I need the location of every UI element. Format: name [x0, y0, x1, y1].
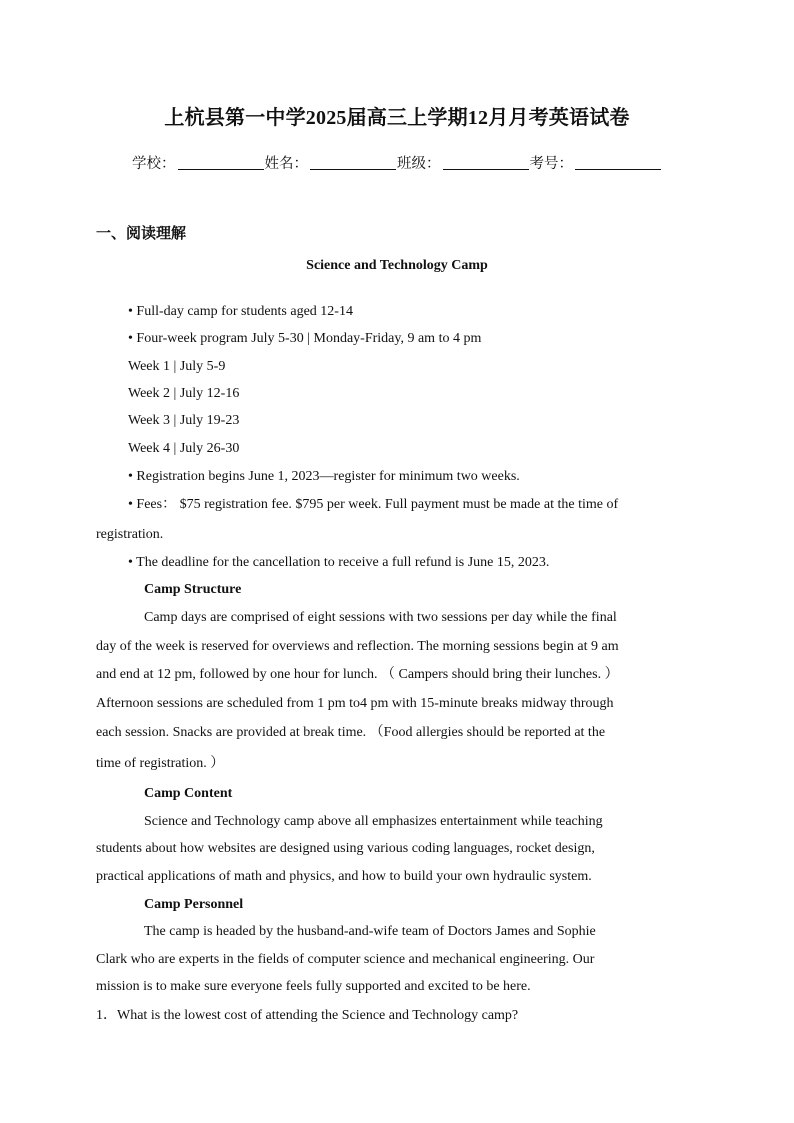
content-line: practical applications of math and physics, and how to build your own hydraulic system. — [96, 869, 592, 884]
week-4: Week 4 | July 26-30 — [128, 441, 240, 456]
school-blank — [178, 155, 264, 170]
question-1 — [96, 1007, 518, 1025]
section-heading: 一、阅读理解 — [96, 226, 187, 242]
personnel-heading: Camp Personnel — [144, 897, 244, 912]
week-3: Week 3 | July 19-23 — [128, 413, 240, 428]
personnel-line: Clark who are experts in the fields of computer science and mechanical engineering. Our — [96, 952, 595, 967]
exam-number-label: 考号： — [529, 156, 573, 172]
bullet-fees-cont: registration. — [96, 527, 164, 542]
structure-line: time of registration. ） — [96, 756, 225, 771]
content-line: Science and Technology camp above all emphasizes entertainment while teaching — [144, 814, 603, 829]
content-line: students about how websites are designed using various coding languages, rocket design, — [96, 841, 595, 856]
week-1: Week 1 | July 5-9 — [128, 359, 226, 374]
structure-line: Camp days are comprised of eight sessions with two sessions per day while the final — [144, 610, 617, 625]
student-info-row — [0, 152, 794, 173]
week-2: Week 2 | July 12-16 — [128, 386, 240, 401]
structure-line: day of the week is reserved for overviews and reflection. The morning sessions begin at 9 am — [96, 639, 619, 654]
class-blank — [443, 155, 529, 170]
passage-title: Science and Technology Camp — [306, 258, 488, 273]
structure-line: and end at 12 pm, followed by one hour for lunch. （ Campers should bring their lunches. ） — [96, 667, 619, 682]
question-text: What is the lowest cost of attending the Science and Technology camp? — [117, 1008, 519, 1023]
exam-title: 上杭县第一中学2025届高三上学期12月月考英语试卷 — [164, 107, 630, 129]
school-label: 学校： — [132, 156, 176, 172]
bullet-fees: • Fees： $75 registration fee. $795 per week. Full payment must be made at the time of — [128, 497, 619, 512]
name-blank — [310, 155, 396, 170]
structure-line: each session. Snacks are provided at break time. （Food allergies should be reported at the — [96, 725, 606, 740]
bullet-age: • Full-day camp for students aged 12-14 — [128, 304, 353, 319]
content-heading: Camp Content — [144, 786, 233, 801]
bullet-deadline: • The deadline for the cancellation to receive a full refund is June 15, 2023. — [128, 555, 550, 570]
class-label: 班级： — [397, 156, 441, 172]
personnel-line: mission is to make sure everyone feels fully supported and excited to be here. — [96, 979, 531, 994]
personnel-line: The camp is headed by the husband-and-wife team of Doctors James and Sophie — [144, 924, 596, 939]
bullet-registration: • Registration begins June 1, 2023—register for minimum two weeks. — [128, 469, 520, 484]
exam-number-blank — [575, 155, 661, 170]
bullet-program: • Four-week program July 5-30 | Monday-Friday, 9 am to 4 pm — [128, 331, 482, 346]
name-label: 姓名： — [264, 156, 308, 172]
question-number: 1． — [96, 1008, 117, 1023]
structure-heading: Camp Structure — [144, 582, 242, 597]
structure-line: Afternoon sessions are scheduled from 1 pm to4 pm with 15-minute breaks midway through — [96, 696, 614, 711]
